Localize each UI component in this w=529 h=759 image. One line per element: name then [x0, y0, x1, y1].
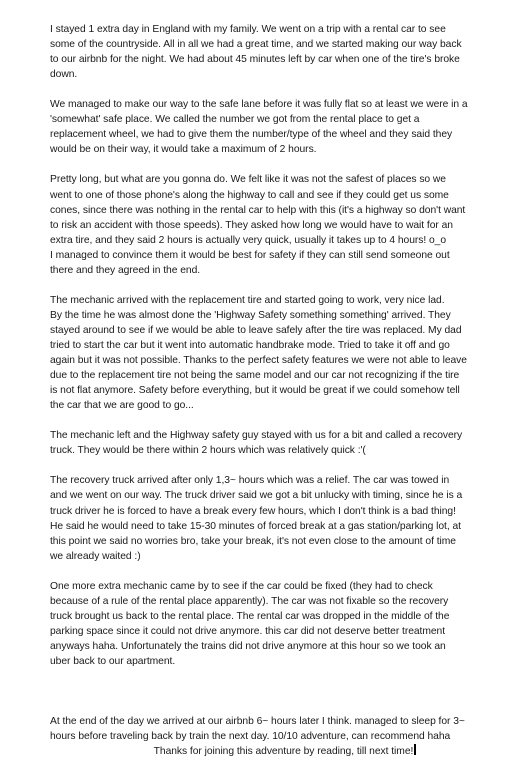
text-line: this point we said no worries bro, take your break, it's not even close to the amount of time	[50, 535, 456, 547]
text-line: we already waited :)	[50, 550, 141, 562]
text-line: truck brought us back to the rental place. The rental car was dropped in the middle of the	[50, 610, 450, 622]
text-line: truck. They would be there within 2 hours which was relatively quick :'(	[50, 445, 366, 457]
closing-text: Thanks for joining this adventure by reading, till next time!	[153, 746, 414, 758]
text-line: went to one of those phone's along the highway to call and see if they could get us some	[50, 189, 449, 201]
paragraph	[50, 473, 520, 563]
paragraph	[50, 172, 520, 277]
text-line	[50, 684, 520, 699]
text-line: because of a rule of the rental place apparently). The car was not fixable so the recovery	[50, 595, 449, 607]
paragraph	[50, 714, 520, 759]
text-line: and we went on our way. The truck driver said we got a bit unlucky with timing, since he is a	[50, 490, 463, 502]
text-line: down.	[50, 69, 78, 81]
text-line: He said he would need to take 15-30 minutes of forced break at a gas station/parking lot, at	[50, 520, 461, 532]
text-line: We managed to make our way to the safe lane before it was fully flat so at least we were in a	[50, 99, 468, 111]
text-line: Pretty long, but what are you gonna do. We felt like it was not the safest of places so we	[50, 174, 446, 186]
paragraph	[50, 97, 520, 157]
closing-line	[50, 744, 520, 759]
text-line: some of the countryside. All in all we had a great time, and we started making our way back	[50, 39, 462, 51]
text-line: The recovery truck arrived after only 1,3~ hours which was a relief. The car was towed in	[50, 475, 450, 487]
document-body	[50, 22, 520, 759]
paragraph	[50, 428, 520, 458]
text-line: there and they agreed in the end.	[50, 264, 201, 276]
text-line: The mechanic arrived with the replacement tire and started going to work, very nice lad.	[50, 294, 445, 306]
paragraph	[50, 684, 520, 699]
text-line: again but it was not possible. Thanks to the perfect safety features we were not able to leave	[50, 355, 467, 367]
text-line: to our airbnb for the night. We had about 45 minutes left by car when one of the tire's broke	[50, 54, 460, 66]
text-line: anyways haha. Unfortunately the trains did not drive anymore at this hour so we took an	[50, 640, 446, 652]
text-line: extra tire, and they said 2 hours is actually very quick, usually it takes up to 4 hours! o_o	[50, 234, 446, 246]
text-line: the car that we are good to go...	[50, 400, 194, 412]
text-line: to risk an accident with those speeds). They asked how long we would have to wait for an	[50, 219, 453, 231]
text-line: The mechanic left and the Highway safety guy stayed with us for a bit and called a recovery	[50, 430, 463, 442]
text-line: replacement wheel, we had to give them the number/type of the wheel and they said they	[50, 129, 453, 141]
text-line: uber back to our apartment.	[50, 655, 176, 667]
text-line: truck driver he is forced to have a break every few hours, which I don't think is a bad thing!	[50, 505, 456, 517]
paragraph	[50, 22, 520, 82]
text-line: due to the replacement tire not being the same model and our car not recognizing if the tire	[50, 370, 460, 382]
text-line: is not flat anymore. Safety before everything, but it would be great if we could somehow tell	[50, 385, 460, 397]
text-line: stayed around to see if we would be able to leave safely after the tire was replaced. My dad	[50, 324, 462, 336]
text-line: tried to start the car but it went into automatic handbrake mode. Tried to take it off and go	[50, 339, 450, 351]
text-line: hours before traveling back by train the next day. 10/10 adventure, can recommend haha	[50, 731, 451, 743]
paragraph	[50, 579, 520, 669]
text-line: 'somewhat' safe place. We called the number we got from the rental place to get a	[50, 114, 420, 126]
text-line: parking space since it could not drive anymore. this car did not deserve better treatment	[50, 625, 446, 637]
paragraph	[50, 293, 520, 413]
text-line: I stayed 1 extra day in England with my family. We went on a trip with a rental car to see	[50, 24, 446, 35]
text-line: By the time he was almost done the 'Highway Safety something something' arrived. They	[50, 309, 451, 321]
text-line: One more extra mechanic came by to see if the car could be fixed (they had to check	[50, 580, 433, 592]
text-line: cones, since there was nothing in the rental car to help with this (it's a highway so don't want	[50, 204, 466, 216]
text-line: would be on their way, it would take a maximum of 2 hours.	[50, 144, 317, 156]
text-line: I managed to convince them it would be best for safety if they can still send someone out	[50, 249, 450, 261]
text-line: At the end of the day we arrived at our airbnb 6~ hours later I think. managed to sleep for 3~	[50, 716, 465, 728]
